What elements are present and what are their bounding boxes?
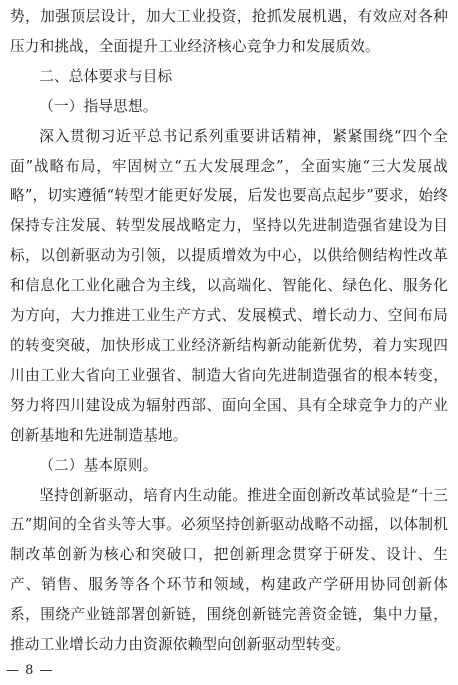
section-heading-overall-requirements: 二、总体要求与目标 bbox=[39, 67, 173, 85]
subheading-guiding-ideology: （一）指导思想。 bbox=[39, 97, 158, 115]
paragraph-continuation: 势，加强顶层设计，加大工业投资，抢抓发展机遇，有效应对各种压力和挑战，全面提升工业经济核心竞争力和发展质效。 bbox=[10, 8, 448, 55]
document-body bbox=[10, 2, 448, 660]
paragraph-innovation-driven: 坚持创新驱动，培育内生动能。推进全面创新改革试验是“十三五”期间的全省头等大事。必须坚持创新驱动战略不动摇，以体制机制改革创新为核心和突破口，把创新理念贯穿于研发、设计、生产、销售、服务等各个环节和领域，构建政产学研用协同创新体系，围绕产业链部署创新链，围绕创新链完善资金链，集中力量，推动工业增长动力由资源依赖型向创新驱动型转变。 bbox=[10, 486, 448, 654]
paragraph-guiding-ideology: 深入贯彻习近平总书记系列重要讲话精神，紧紧围绕“四个全面”战略布局，牢固树立“五大发展理念”，全面实施“三大发展战略”，切实遵循“转型才能更好发展，后发也要高点起步”要求，始终保持专注发展、转型发展战略定力，坚持以先进制造强省建设为目标，以创新驱动为引领，以提质增效为中心，以供给侧结构性改革和信息化工业化融合为主线，以高端化、智能化、绿色化、服务化为方向，大力推进工业生产方式、发展模式、增长动力、空间布局的转变突破，加快形成工业经济新结构新动能新优势，着力实现四川由工业大省向工业强省、制造大省向先进制造强省的根本转变，努力将四川建设成为辐射西部、面向全国、具有全球竞争力的产业创新基地和先进制造基地。 bbox=[10, 127, 448, 444]
page-number: — 8 — bbox=[6, 663, 54, 678]
subheading-basic-principles: （二）基本原则。 bbox=[39, 456, 158, 474]
